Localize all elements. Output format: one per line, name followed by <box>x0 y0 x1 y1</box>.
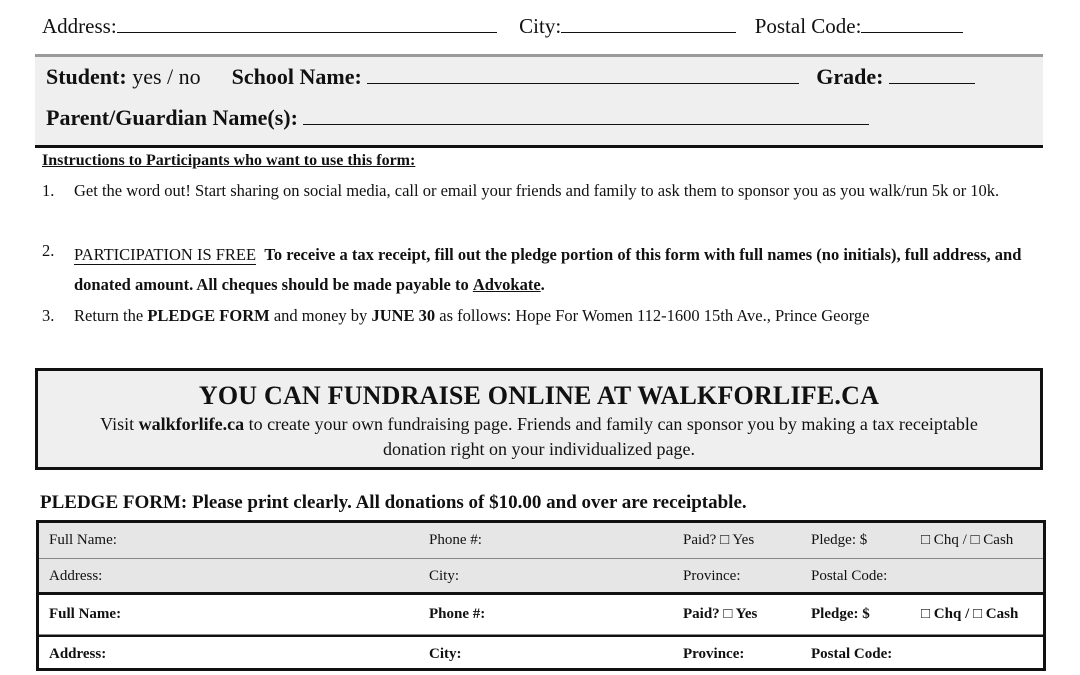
deadline-date: JUNE 30 <box>371 306 436 325</box>
postal-code-field[interactable] <box>861 14 963 33</box>
instruction-item-3 <box>42 305 1042 327</box>
table-row[interactable] <box>39 595 1043 635</box>
tax-receipt-text: To receive a tax receipt, fill out the pledge portion of this form with full names <box>264 245 813 264</box>
instruction-text: Get the word out! Start sharing on social media, call or email your friends and family to ask them to sponsor you as you walk/run 5k or 10k. <box>74 181 1000 200</box>
student-line <box>46 64 975 90</box>
online-text <box>38 412 1040 462</box>
city-label: City: <box>519 14 562 38</box>
pledge-form-title: PLEDGE FORM: Please print clearly. All donations of $10.00 and over are receiptable. <box>40 492 747 513</box>
instruction-item-2 <box>42 240 1042 300</box>
payment-method-cell[interactable]: □ Chq / □ Cash <box>921 532 1014 548</box>
grade-label: Grade: <box>816 64 884 89</box>
postal-code-label: Postal Code: <box>754 14 862 38</box>
money-by-text: and money by <box>273 306 368 325</box>
province-cell[interactable]: Province: <box>683 646 745 662</box>
paid-cell[interactable]: Paid? □ Yes <box>683 606 758 622</box>
website-link[interactable]: walkforlife.ca <box>138 414 245 434</box>
participation-free-text: PARTICIPATION IS FREE <box>74 245 257 264</box>
instruction-number: 3. <box>42 306 55 325</box>
city-field[interactable] <box>561 14 736 33</box>
grade-field[interactable] <box>889 65 975 84</box>
pledge-table <box>36 520 1046 671</box>
online-description: to create your own fundraising page. Friends and family can sponsor you by making a tax receiptable donation right on your individualized page. <box>248 414 978 459</box>
instruction-item-1 <box>42 180 1042 202</box>
phone-cell[interactable]: Phone #: <box>429 532 482 548</box>
student-options[interactable]: yes / no <box>132 64 201 89</box>
pledge-form-ref: PLEDGE FORM <box>147 306 270 325</box>
phone-cell[interactable]: Phone #: <box>429 606 486 622</box>
table-row[interactable] <box>39 559 1043 595</box>
address-cell[interactable]: Address: <box>49 568 103 584</box>
payee-name: Advokate <box>472 275 541 294</box>
table-row[interactable] <box>39 635 1043 671</box>
city-cell[interactable]: City: <box>429 568 460 584</box>
no-initials-text: (no initials), <box>816 245 901 264</box>
paid-cell[interactable]: Paid? □ Yes <box>683 532 755 548</box>
student-label: Student: <box>46 64 127 89</box>
return-text: Return the <box>74 306 144 325</box>
online-fundraising-box <box>35 368 1043 470</box>
parent-guardian-field[interactable] <box>303 106 869 125</box>
visit-text: Visit <box>100 414 135 434</box>
address-row <box>42 14 963 39</box>
postal-code-cell[interactable]: Postal Code: <box>811 568 888 584</box>
full-name-cell[interactable]: Full Name: <box>49 606 122 622</box>
address-cell[interactable]: Address: <box>49 646 107 662</box>
instruction-number: 1. <box>42 181 55 200</box>
full-name-cell[interactable]: Full Name: <box>49 532 117 548</box>
school-name-label: School Name: <box>231 64 362 89</box>
province-cell[interactable]: Province: <box>683 568 741 584</box>
payment-method-cell[interactable]: □ Chq / □ Cash <box>921 606 1019 622</box>
city-cell[interactable]: City: <box>429 646 462 662</box>
instructions-title: Instructions to Participants who want to use this form: <box>42 152 416 169</box>
parent-line <box>46 105 869 131</box>
address-field[interactable] <box>117 14 497 33</box>
parent-guardian-label: Parent/Guardian Name(s): <box>46 105 298 130</box>
online-title: YOU CAN FUNDRAISE ONLINE AT WALKFORLIFE.CA <box>198 381 880 410</box>
cheque-text: full address, and donated amount. All cheques should be made payable to <box>74 245 1022 294</box>
school-name-field[interactable] <box>367 65 799 84</box>
postal-code-cell[interactable]: Postal Code: <box>811 646 893 662</box>
table-row[interactable] <box>39 523 1043 559</box>
pledge-amount-cell[interactable]: Pledge: $ <box>811 532 868 548</box>
instruction-number: 2. <box>42 241 55 260</box>
address-label: Address: <box>42 14 117 38</box>
return-address-text: as follows: Hope For Women 112-1600 15th Ave., Prince George <box>439 306 870 325</box>
period: . <box>540 275 545 294</box>
pledge-amount-cell[interactable]: Pledge: $ <box>811 606 870 622</box>
